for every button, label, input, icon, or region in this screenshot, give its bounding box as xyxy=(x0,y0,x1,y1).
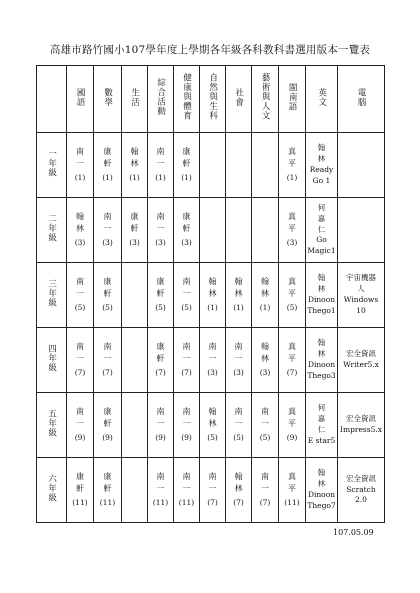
publisher-char: 翰 xyxy=(261,277,269,287)
volume-number: (3) xyxy=(259,367,271,377)
publisher-char: 林 xyxy=(234,484,243,494)
grade-label: 四年級 xyxy=(46,343,57,373)
table-cell xyxy=(174,198,200,263)
publisher-char: 南 xyxy=(182,407,191,417)
document-title: 高雄市路竹國小107學年度上學期各年級各科教科書選用版本一覽表 xyxy=(49,44,371,56)
table-cell xyxy=(174,393,200,458)
publisher-char: 真 xyxy=(288,147,296,157)
volume-number: (3) xyxy=(74,237,86,247)
cell-line: 嘉 xyxy=(317,414,326,424)
publisher-char: 南 xyxy=(156,407,165,417)
cell-line: 宏全資訊 xyxy=(346,473,376,483)
volume-number: (9) xyxy=(286,432,298,442)
header-label: 健康與體育 xyxy=(181,73,192,121)
publisher-char: 一 xyxy=(182,354,191,364)
table-row xyxy=(37,263,385,328)
publisher-char: 翰 xyxy=(208,277,217,287)
volume-number: (9) xyxy=(155,432,166,442)
volume-number: (1) xyxy=(74,172,86,182)
grade-label: 一年級 xyxy=(46,148,57,178)
volume-number: (1) xyxy=(286,172,298,182)
grade-label: 五年級 xyxy=(46,408,57,438)
publisher-char: 一 xyxy=(156,484,165,494)
table-cell xyxy=(174,263,200,328)
publisher-char: 翰 xyxy=(76,212,84,222)
volume-number: (3) xyxy=(102,237,113,247)
volume-number: (5) xyxy=(259,432,271,442)
publisher-char: 南 xyxy=(76,407,84,417)
publisher-char: 一 xyxy=(182,484,191,494)
grade-label: 六年級 xyxy=(46,473,57,503)
volume-number: (1) xyxy=(155,172,166,182)
publisher-char: 一 xyxy=(103,224,112,234)
cell-line: Thego7 xyxy=(307,500,336,510)
table-cell xyxy=(174,328,200,393)
header-label: 社會 xyxy=(233,87,244,107)
table-cell xyxy=(200,263,226,328)
table-cell xyxy=(148,263,174,328)
cell-line: 翰 xyxy=(317,273,326,283)
table-cell xyxy=(122,198,148,263)
publisher-char: 軒 xyxy=(156,289,165,299)
header-label: 電腦 xyxy=(356,87,367,107)
cell-line: 宏全資訊 xyxy=(346,349,376,359)
publisher-char: 南 xyxy=(156,147,165,157)
table-cell xyxy=(252,328,279,393)
table-cell xyxy=(94,263,122,328)
table-cell xyxy=(200,328,226,393)
cell-line: 仁 xyxy=(317,425,326,434)
table-cell xyxy=(200,393,226,458)
table-cell xyxy=(279,198,306,263)
publisher-char: 一 xyxy=(76,419,84,429)
table-cell xyxy=(200,133,226,198)
publisher-char: 南 xyxy=(208,472,217,482)
grade-cell xyxy=(37,263,67,328)
cell-line: 人 xyxy=(357,284,365,294)
publisher-char: 軒 xyxy=(76,484,84,494)
table-row xyxy=(37,458,385,523)
publisher-char: 南 xyxy=(76,147,84,157)
publisher-char: 南 xyxy=(76,342,84,352)
header-label: 自然與生科 xyxy=(207,73,218,121)
publisher-char: 翰 xyxy=(234,472,243,482)
volume-number: (5) xyxy=(207,432,218,442)
cell-line: Go 1 xyxy=(312,175,331,185)
publisher-char: 一 xyxy=(234,419,243,429)
table-cell xyxy=(279,328,306,393)
table-cell xyxy=(94,328,122,393)
table-cell xyxy=(94,198,122,263)
table-cell xyxy=(306,198,338,263)
grade-label: 三年級 xyxy=(46,278,57,308)
volume-number: (1) xyxy=(233,302,244,312)
cell-line: 10 xyxy=(356,305,366,315)
volume-number: (1) xyxy=(181,172,192,182)
cell-line: 林 xyxy=(317,284,326,294)
publisher-char: 康 xyxy=(182,147,191,157)
table-cell xyxy=(122,393,148,458)
grade-label: 二年級 xyxy=(46,213,57,243)
publisher-char: 康 xyxy=(76,472,84,482)
publisher-char: 翰 xyxy=(208,407,217,417)
volume-number: (9) xyxy=(181,432,192,442)
table-cell xyxy=(174,458,200,523)
header-label: 閩南語 xyxy=(287,82,298,112)
document-date: 107.05.09 xyxy=(333,528,374,537)
table-cell xyxy=(200,458,226,523)
publisher-char: 一 xyxy=(261,484,269,494)
volume-number: (5) xyxy=(74,302,86,312)
volume-number: (11) xyxy=(72,497,88,507)
table-cell xyxy=(148,458,174,523)
cell-line: 林 xyxy=(317,479,326,489)
cell-line: Writer5.x xyxy=(343,360,379,369)
volume-number: (1) xyxy=(129,172,140,182)
publisher-char: 南 xyxy=(76,277,84,287)
header-cell xyxy=(306,66,338,133)
table-cell xyxy=(252,133,279,198)
volume-number: (7) xyxy=(102,367,113,377)
header-cell xyxy=(148,66,174,133)
table-cell xyxy=(338,198,385,263)
publisher-char: 軒 xyxy=(156,354,165,364)
publisher-char: 軒 xyxy=(103,419,112,429)
publisher-char: 南 xyxy=(182,277,191,287)
table-cell xyxy=(94,133,122,198)
table-cell xyxy=(94,393,122,458)
cell-line: 何 xyxy=(317,202,326,212)
table-cell xyxy=(338,263,385,328)
table-cell xyxy=(148,198,174,263)
table-cell xyxy=(338,328,385,393)
header-cell xyxy=(122,66,148,133)
header-cell xyxy=(200,66,226,133)
table-cell xyxy=(122,133,148,198)
table-cell xyxy=(279,393,306,458)
volume-number: (11) xyxy=(284,497,300,507)
publisher-char: 平 xyxy=(288,289,296,299)
publisher-char: 一 xyxy=(182,419,191,429)
cell-line: 林 xyxy=(317,154,326,164)
volume-number: (7) xyxy=(155,367,166,377)
header-label: 數學 xyxy=(102,87,113,107)
publisher-char: 南 xyxy=(103,212,112,222)
cell-line: 2.0 xyxy=(355,495,367,505)
header-cell xyxy=(252,66,279,133)
publisher-char: 南 xyxy=(156,472,165,482)
publisher-char: 康 xyxy=(103,147,112,157)
publisher-char: 一 xyxy=(76,354,84,364)
publisher-char: 林 xyxy=(76,224,84,234)
cell-line: 宏全資訊 xyxy=(345,414,376,424)
publisher-char: 林 xyxy=(130,159,139,169)
table-cell xyxy=(252,458,279,523)
table-cell xyxy=(122,263,148,328)
table-cell xyxy=(306,458,338,523)
publisher-char: 康 xyxy=(103,277,112,287)
cell-line: Windows xyxy=(343,295,379,304)
publisher-char: 南 xyxy=(182,472,191,482)
cell-line: Go xyxy=(316,235,327,245)
publisher-char: 軒 xyxy=(103,484,112,494)
publisher-char: 平 xyxy=(288,354,296,364)
volume-number: (3) xyxy=(155,237,166,247)
table-cell xyxy=(226,198,252,263)
volume-number: (5) xyxy=(155,302,166,312)
publisher-char: 一 xyxy=(103,354,112,364)
publisher-char: 康 xyxy=(130,212,139,222)
grade-cell xyxy=(37,328,67,393)
publisher-char: 康 xyxy=(103,407,112,417)
publisher-char: 南 xyxy=(234,407,243,417)
publisher-char: 林 xyxy=(208,419,217,429)
header-label: 英文 xyxy=(316,87,327,107)
table-cell xyxy=(252,198,279,263)
volume-number: (11) xyxy=(152,497,169,507)
table-cell xyxy=(67,263,94,328)
publisher-char: 南 xyxy=(234,342,243,352)
cell-line: E star5 xyxy=(307,435,336,445)
cell-line: 嘉 xyxy=(317,213,326,223)
table-row xyxy=(37,133,385,198)
publisher-char: 平 xyxy=(288,224,296,234)
publisher-char: 一 xyxy=(156,159,165,169)
table-cell xyxy=(279,263,306,328)
table-cell xyxy=(338,458,385,523)
textbook-table xyxy=(36,65,385,523)
publisher-char: 一 xyxy=(156,224,165,234)
publisher-char: 康 xyxy=(182,212,191,222)
table-cell xyxy=(226,458,252,523)
table-cell xyxy=(148,328,174,393)
publisher-char: 康 xyxy=(156,342,165,352)
table-row xyxy=(37,393,385,458)
volume-number: (3) xyxy=(181,237,192,247)
table-cell xyxy=(67,198,94,263)
header-cell xyxy=(279,66,306,133)
publisher-char: 一 xyxy=(156,419,165,429)
header-cell xyxy=(67,66,94,133)
volume-number: (3) xyxy=(286,237,298,247)
volume-number: (9) xyxy=(102,432,113,442)
volume-number: (3) xyxy=(129,237,140,247)
header-row xyxy=(37,66,385,133)
table-cell xyxy=(67,393,94,458)
table-cell xyxy=(306,328,338,393)
publisher-char: 一 xyxy=(208,484,217,494)
publisher-char: 南 xyxy=(261,472,269,482)
volume-number: (3) xyxy=(233,367,244,377)
header-cell xyxy=(226,66,252,133)
table-cell xyxy=(306,263,338,328)
grade-cell xyxy=(37,458,67,523)
cell-line: 翰 xyxy=(317,143,326,153)
table-cell xyxy=(252,393,279,458)
publisher-char: 真 xyxy=(288,342,296,352)
table-cell xyxy=(226,393,252,458)
volume-number: (5) xyxy=(286,302,298,312)
cell-line: 宇宙機器 xyxy=(346,273,376,283)
table-cell xyxy=(226,328,252,393)
publisher-char: 一 xyxy=(261,419,269,429)
publisher-char: 林 xyxy=(234,289,243,299)
header-cell xyxy=(94,66,122,133)
volume-number: (1) xyxy=(207,302,218,312)
table-cell xyxy=(148,393,174,458)
publisher-char: 翰 xyxy=(130,147,139,157)
volume-number: (1) xyxy=(259,302,271,312)
table-cell xyxy=(226,263,252,328)
publisher-char: 林 xyxy=(208,289,217,299)
publisher-char: 康 xyxy=(103,472,112,482)
table-cell xyxy=(67,458,94,523)
publisher-char: 軒 xyxy=(182,159,191,169)
table-cell xyxy=(122,328,148,393)
publisher-char: 南 xyxy=(182,342,191,352)
table-cell xyxy=(279,133,306,198)
volume-number: (11) xyxy=(99,497,116,507)
publisher-char: 真 xyxy=(288,472,296,482)
volume-number: (7) xyxy=(207,497,218,507)
table-cell xyxy=(148,133,174,198)
publisher-char: 一 xyxy=(182,289,191,299)
cell-line: 翰 xyxy=(317,338,326,348)
publisher-char: 真 xyxy=(288,212,296,222)
cell-line: Dinoon xyxy=(307,295,336,304)
volume-number: (3) xyxy=(207,367,218,377)
cell-line: Dinoon xyxy=(307,360,336,369)
cell-line: Dinoon xyxy=(307,490,336,499)
table-cell xyxy=(306,393,338,458)
grade-cell xyxy=(37,198,67,263)
table-cell xyxy=(67,133,94,198)
publisher-char: 康 xyxy=(156,277,165,287)
cell-line: 翰 xyxy=(317,468,326,478)
cell-line: Thego1 xyxy=(307,305,336,315)
header-label: 綜合活動 xyxy=(155,78,166,117)
table-cell xyxy=(338,393,385,458)
volume-number: (11) xyxy=(178,497,195,507)
publisher-char: 一 xyxy=(208,354,217,364)
table-cell xyxy=(306,133,338,198)
publisher-char: 軒 xyxy=(103,159,112,169)
table-row xyxy=(37,328,385,393)
publisher-char: 一 xyxy=(76,289,84,299)
volume-number: (5) xyxy=(233,432,244,442)
publisher-char: 一 xyxy=(234,354,243,364)
header-label: 生活 xyxy=(129,87,140,107)
table-row xyxy=(37,198,385,263)
publisher-char: 南 xyxy=(261,407,269,417)
volume-number: (5) xyxy=(181,302,192,312)
publisher-char: 真 xyxy=(288,277,296,287)
volume-number: (9) xyxy=(74,432,86,442)
table-cell xyxy=(122,458,148,523)
header-label: 國語 xyxy=(75,87,86,107)
publisher-char: 南 xyxy=(103,342,112,352)
volume-number: (7) xyxy=(259,497,271,507)
cell-line: Magic1 xyxy=(307,246,336,256)
volume-number: (7) xyxy=(181,367,192,377)
cell-line: Thego3 xyxy=(307,370,336,380)
header-label: 藝術與人文 xyxy=(260,73,271,121)
table-cell xyxy=(252,263,279,328)
table-cell xyxy=(200,198,226,263)
cell-line: 林 xyxy=(317,349,326,359)
header-cell xyxy=(338,66,385,133)
grade-cell xyxy=(37,133,67,198)
table-cell xyxy=(67,328,94,393)
volume-number: (7) xyxy=(233,497,244,507)
cell-line: Scratch xyxy=(346,484,376,494)
publisher-char: 真 xyxy=(288,407,296,417)
volume-number: (7) xyxy=(286,367,298,377)
publisher-char: 一 xyxy=(76,159,84,169)
publisher-char: 南 xyxy=(208,342,217,352)
publisher-char: 林 xyxy=(261,289,269,299)
publisher-char: 南 xyxy=(156,212,165,222)
publisher-char: 平 xyxy=(288,159,296,169)
volume-number: (1) xyxy=(102,172,113,182)
cell-line: Ready xyxy=(309,165,334,174)
grade-cell xyxy=(37,393,67,458)
publisher-char: 軒 xyxy=(130,224,139,234)
table-cell xyxy=(226,133,252,198)
volume-number: (5) xyxy=(102,302,113,312)
publisher-char: 翰 xyxy=(261,342,269,352)
publisher-char: 翰 xyxy=(234,277,243,287)
cell-line: 仁 xyxy=(317,224,326,234)
table-cell xyxy=(94,458,122,523)
publisher-char: 軒 xyxy=(103,289,112,299)
cell-line: Impress5.x xyxy=(340,425,382,434)
table-cell xyxy=(279,458,306,523)
publisher-char: 軒 xyxy=(182,224,191,234)
cell-line: 何 xyxy=(317,403,326,413)
publisher-char: 林 xyxy=(261,354,269,364)
publisher-char: 平 xyxy=(288,419,296,429)
table-cell xyxy=(174,133,200,198)
publisher-char: 平 xyxy=(288,484,296,494)
volume-number: (7) xyxy=(74,367,86,377)
header-cell xyxy=(174,66,200,133)
table-cell xyxy=(338,133,385,198)
header-corner-cell xyxy=(37,66,67,133)
